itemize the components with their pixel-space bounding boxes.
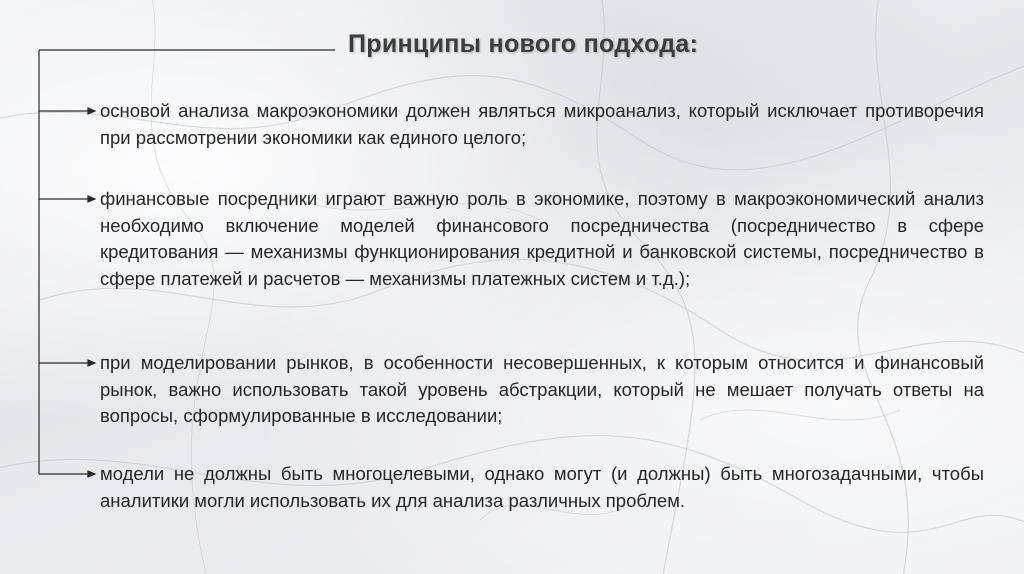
arrow-head-2 [88, 196, 95, 202]
arrow-head-3 [88, 360, 95, 366]
arrow-head-4 [88, 471, 95, 477]
principle-item-3: при моделировании рынков, в особенности несовершенных, к которым относится и финансовый рынок, важно использовать такой уровень абстракции, который не мешает получать ответы на вопросы, сформулированные в исследовании; [100, 352, 984, 426]
slide-title: Принципы нового подхода: [348, 30, 699, 58]
principle-item-2: финансовые посредники играют важную роль в экономике, поэтому в макроэкономический анализ необходимо включение моделей финансового посредничества (посредничество в сфере кредитования — механизмы функционирования кредитной и банковской системы, посредничество в сфере платежей и расчетов — механизмы платежных систем и т.д.); [100, 188, 984, 289]
principle-item-1: основой анализа макроэкономики должен являться микроанализ, который исключает противоречия при рассмотрении экономики как единого целого; [100, 100, 984, 148]
principle-item-4: модели не должны быть многоцелевыми, однако могут (и должны) быть многозадачными, чтобы аналитики могли использовать их для анализа различных проблем. [100, 463, 984, 511]
arrow-head-1 [88, 108, 95, 114]
